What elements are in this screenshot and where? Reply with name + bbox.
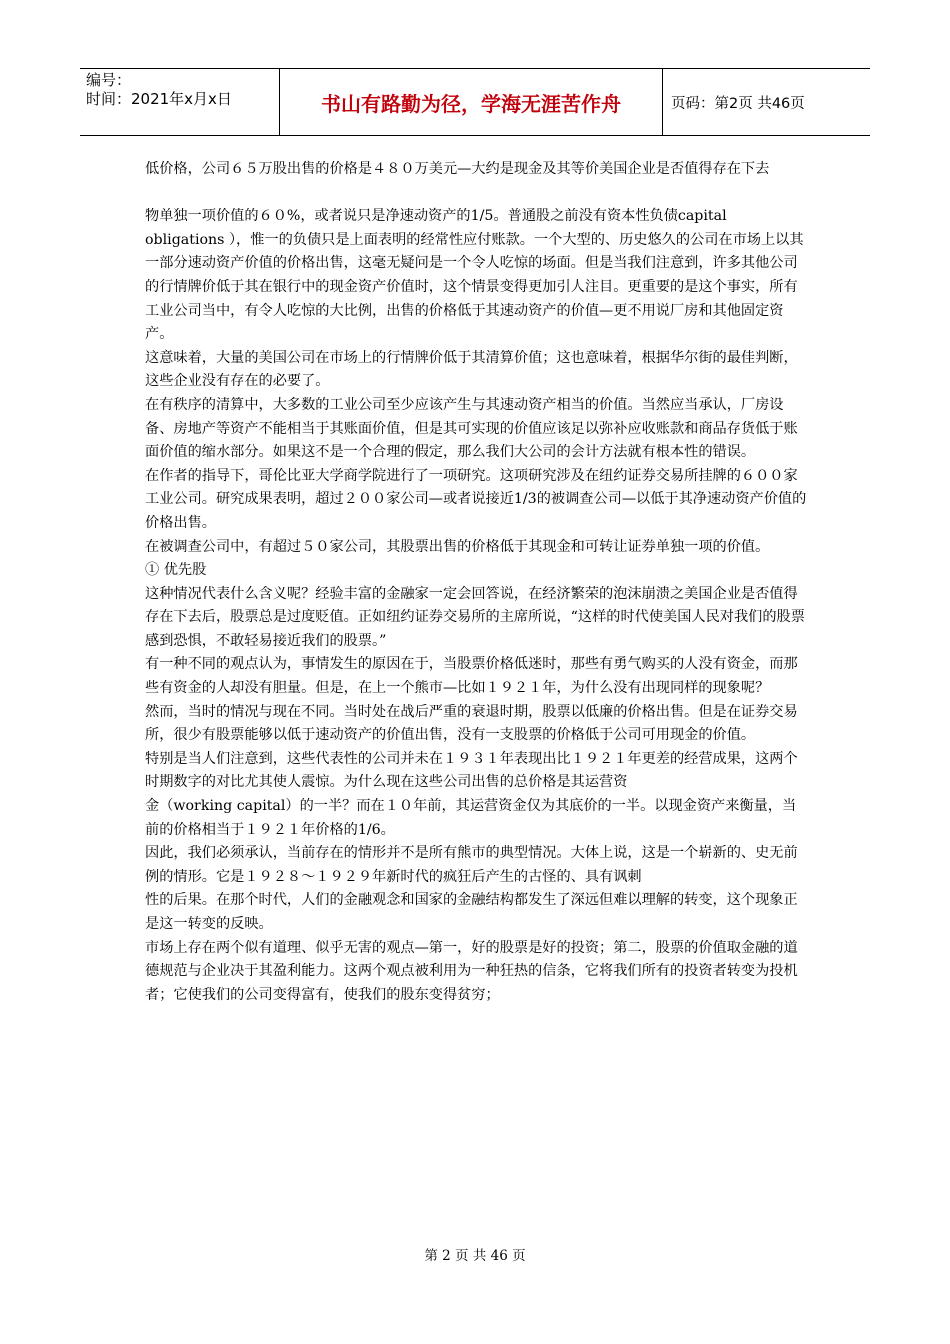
- paragraph-15: 性的后果。在那个时代，人们的金融观念和国家的金融结构都发生了深远但难以理解的转变，这个现象正是这一转变的反映。: [145, 892, 798, 932]
- paragraph-1: 低价格，公司６５万股出售的价格是４８０万美元—大约是现金及其等价美国企业是否值得存在下去: [145, 161, 770, 177]
- header-info: [80, 69, 279, 135]
- paragraph-gap: [145, 182, 810, 206]
- paragraph-11: 然而，当时的情况与现在不同。当时处在战后严重的衰退时期，股票以低廉的价格出售。但是在证券交易所，很少有股票能够以低于速动资产的价值出售，没有一支股票的价格低于公司可用现金的价值。: [145, 703, 798, 744]
- document-date-label: 时间：2021年x月x日: [86, 90, 232, 108]
- paragraph-12: 特别是当人们注意到，这些代表性的公司并未在１９３１年表现出比１９２１年更差的经营成果，这两个时期数字的对比尤其使人震惊。为什么现在这些公司出售的总价格是其运营资: [145, 750, 798, 791]
- paragraph-6: 在作者的指导下，哥伦比亚大学商学院进行了一项研究。这项研究涉及在纽约证券交易所挂牌的６００家工业公司。研究成果表明，超过２００家公司—或者说接近1/3的被调查公司—以低于其净速动资产价值的价格出售。: [145, 467, 807, 531]
- document-number-label: 编号：: [86, 71, 132, 89]
- paragraph-5: 在有秩序的清算中，大多数的工业公司至少应该产生与其速动资产相当的价值。当然应当承认，厂房设备、房地产等资产不能相当于其账面价值，但是其可实现的价值应该足以弥补应收账款和商品存货低于账面价值的缩水部分。如果这不是一个合理的假定，那么我们大公司的会计方法就有根本性的错误。: [145, 396, 798, 461]
- paragraph-10: 有一种不同的观点认为，事情发生的原因在于，当股票价格低迷时，那些有勇气购买的人没有资金，而那些有资金的人却没有胆量。但是，在上一个熊市—比如１９２１年，为什么没有出现同样的现象呢？: [145, 656, 798, 697]
- paragraph-13: 金（working capital）的一半？而在１０年前，其运营资金仅为其底价的一半。以现金资产来衡量，当前的价格相当于１９２１年价格的1/6。: [145, 798, 797, 838]
- page-header: [80, 68, 870, 136]
- header-page-label: 页码：第2页 共46页: [671, 95, 805, 112]
- paragraph-3: 物单独一项价值的６０%，或者说只是净速动资产的1/5。普通股之前没有资本性负债capital obligations ），惟一的负债只是上面表明的经常性应付账款。一个大型的、历史悠久的公司在市场上以其一部分速动资产价值的价格出售，这毫无疑问是一个令人吃惊的场面。但是当我们注意到，许多其他公司的行情牌价低于其在银行中的现金资产价值时，这个情景变得更加引人注目。更重要的是这个事实，所有工业公司当中，有令人吃惊的大比例，出售的价格低于其速动资产的价值—更不用说厂房和其他固定资产。: [145, 208, 804, 343]
- page-footer: 第 2 页 共 46 页: [424, 1248, 526, 1264]
- document-body: [145, 158, 810, 1007]
- header-motto: 书山有路勤为径，学海无涯苦作舟: [279, 69, 663, 135]
- paragraph-9: 这种情况代表什么含义呢？经验丰富的金融家一定会回答说，在经济繁荣的泡沫崩溃之美国企业是否值得存在下去后，股票总是过度贬值。正如纽约证券交易所的主席所说，“这样的时代使美国人民对我们的股票感到恐惧，不敢轻易接近我们的股票。”: [145, 585, 805, 649]
- paragraph-4: 这意味着，大量的美国公司在市场上的行情牌价低于其清算价值；这也意味着，根据华尔街的最佳判断，这些企业没有存在的必要了。: [145, 349, 798, 390]
- paragraph-16: 市场上存在两个似有道理、似乎无害的观点—第一，好的股票是好的投资；第二，股票的价值取金融的道德规范与企业决于其盈利能力。这两个观点被利用为一种狂热的信条，它将我们所有的投资者转变为投机者；它使我们的公司变得富有，使我们的股东变得贫穷；: [145, 939, 798, 1003]
- footnote-marker-preferred-stock: ① 优先股: [145, 562, 207, 579]
- paragraph-14: 因此，我们必须承认，当前存在的情形并不是所有熊市的典型情况。大体上说，这是一个崭新的、史无前例的情形。它是１９２８～１９２９年新时代的疯狂后产生的古怪的、具有讽刺: [145, 845, 798, 885]
- paragraph-7: 在被调查公司中，有超过５０家公司，其股票出售的价格低于其现金和可转让证券单独一项的价值。: [145, 538, 770, 555]
